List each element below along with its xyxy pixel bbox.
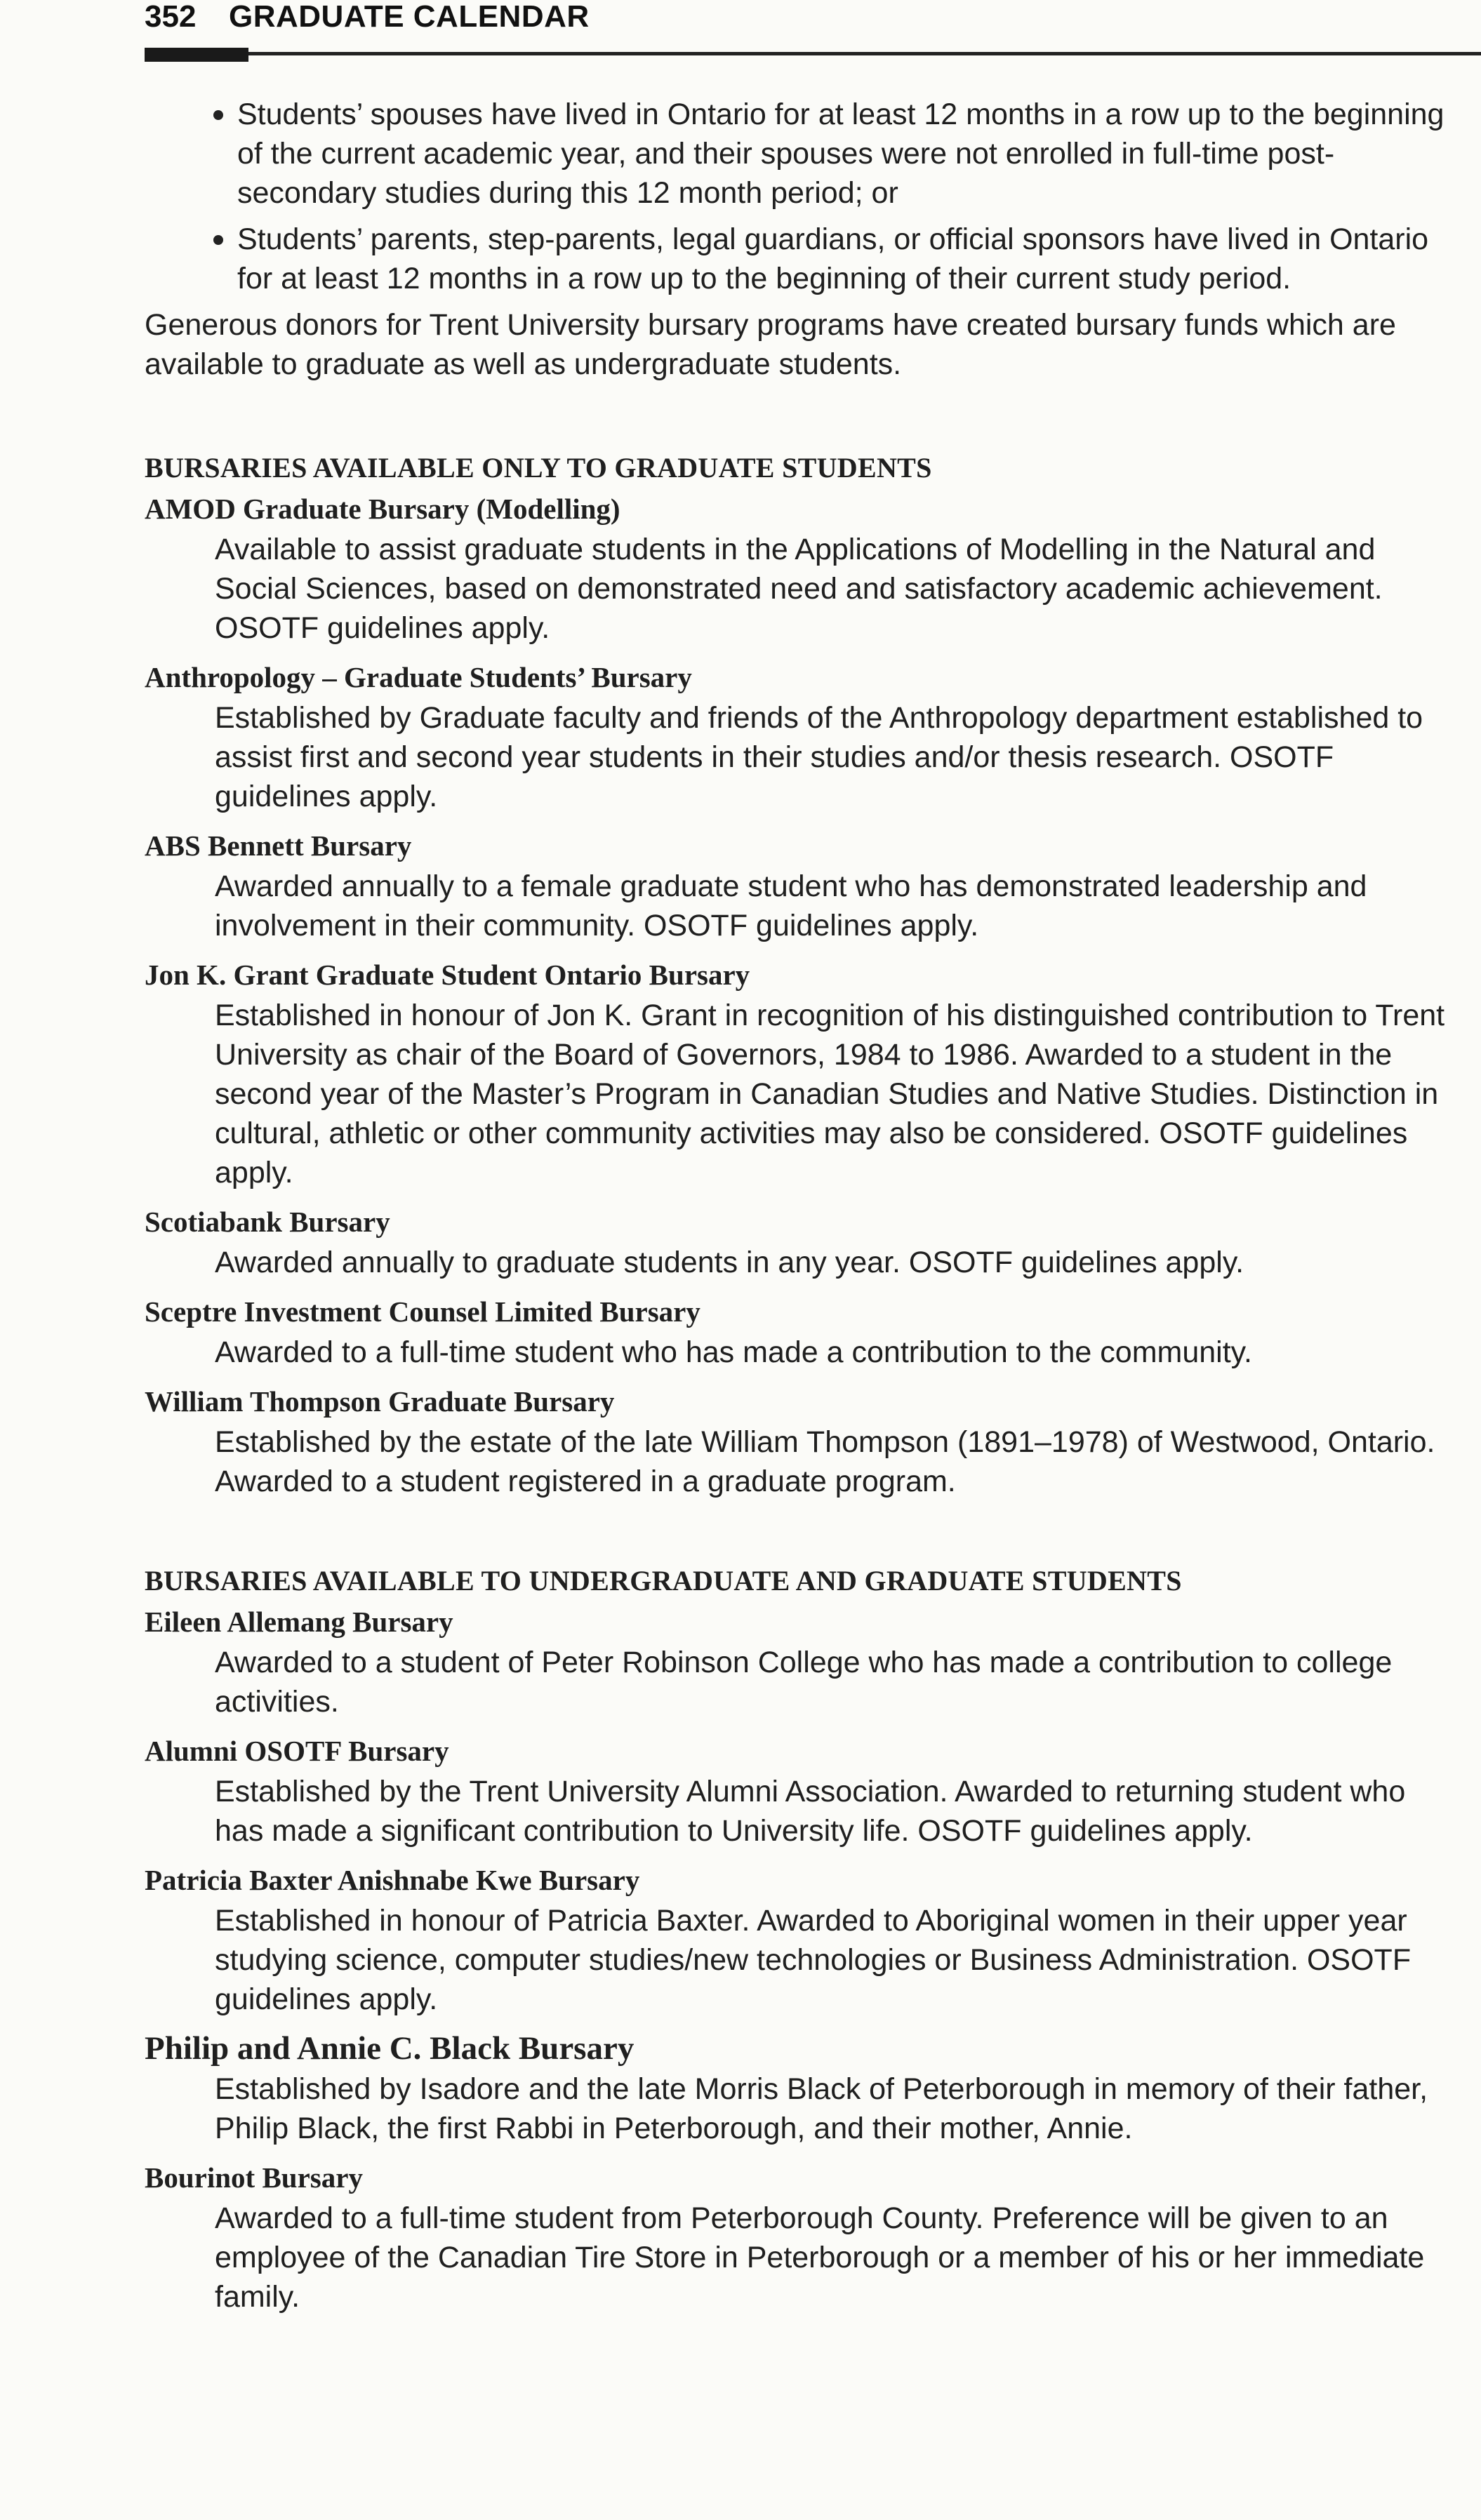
bursary-title: Anthropology – Graduate Students’ Bursary	[145, 661, 692, 693]
bursary-title: Bourinot Bursary	[145, 2161, 363, 2194]
bursary-entry	[145, 1860, 1450, 2019]
bullet-text: Students’ spouses have lived in Ontario for at least 12 months in a row up to the beginning of the current academic year, and their spouses were not enrolled in full-time post-secondary studies during this 12 month period; or	[237, 98, 1445, 210]
bursary-title: William Thompson Graduate Bursary	[145, 1385, 615, 1418]
bursary-entry	[145, 1602, 1450, 1721]
running-title: GRADUATE CALENDAR	[229, 0, 590, 34]
section-heading-undergraduate-and-graduate: BURSARIES AVAILABLE TO UNDERGRADUATE AND GRADUATE STUDENTS	[145, 1565, 1182, 1596]
bursary-entry	[145, 955, 1450, 1192]
bursary-description: Awarded to a full-time student who has made a contribution to the community.	[215, 1335, 1252, 1369]
bursary-description: Awarded to a student of Peter Robinson College who has made a contribution to college activities.	[215, 1646, 1393, 1719]
list-item	[208, 95, 1450, 213]
page-number: 352	[145, 0, 197, 34]
header-rule-thin	[248, 52, 1481, 55]
bullet-dot-icon	[213, 110, 223, 120]
section-heading-graduate-only: BURSARIES AVAILABLE ONLY TO GRADUATE STUDENTS	[145, 452, 932, 484]
bursary-title: Jon K. Grant Graduate Student Ontario Bursary	[145, 959, 750, 991]
eligibility-bullet-list	[145, 95, 1450, 298]
bursary-title: Alumni OSOTF Bursary	[145, 1735, 449, 1767]
bursary-entry	[145, 1202, 1450, 1282]
bursary-entry	[145, 489, 1450, 648]
bursary-title: Scotiabank Bursary	[145, 1206, 390, 1238]
page-content	[145, 95, 1450, 2316]
bursary-entry	[145, 826, 1450, 945]
bursary-title: Sceptre Investment Counsel Limited Bursary	[145, 1295, 700, 1328]
bursary-entry	[145, 1731, 1450, 1851]
bursary-description: Established by Isadore and the late Morris Black of Peterborough in memory of their father, Philip Black, the first Rabbi in Peterborough, and their mother, Annie.	[215, 2072, 1428, 2145]
bursary-entry	[145, 2029, 1450, 2148]
bursary-description: Established by the Trent University Alumni Association. Awarded to returning student who has made a significant contribution to University life. OSOTF guidelines apply.	[215, 1775, 1406, 1848]
intro-paragraph: Generous donors for Trent University bursary programs have created bursary funds which are available to graduate as well as undergraduate students.	[145, 308, 1396, 381]
bursary-description: Awarded to a full-time student from Peterborough County. Preference will be given to an employee of the Canadian Tire Store in Peterborough or a member of his or her immediate family.	[215, 2201, 1425, 2314]
bursary-description: Established by Graduate faculty and friends of the Anthropology department established to assist first and second year students in their studies and/or thesis research. OSOTF guidelines apply.	[215, 701, 1423, 813]
bullet-dot-icon	[213, 235, 223, 245]
bursary-description: Awarded annually to graduate students in any year. OSOTF guidelines apply.	[215, 1246, 1244, 1279]
bursary-description: Established by the estate of the late William Thompson (1891–1978) of Westwood, Ontario. Awarded to a student registered in a graduate program.	[215, 1425, 1435, 1498]
bursary-title: Patricia Baxter Anishnabe Kwe Bursary	[145, 1864, 640, 1896]
list-item	[208, 220, 1450, 298]
page-header	[145, 0, 1453, 63]
bursary-entry	[145, 1382, 1450, 1501]
bursary-title: Philip and Annie C. Black Bursary	[145, 2030, 635, 2067]
bursary-title: ABS Bennett Bursary	[145, 829, 412, 862]
bursary-title: AMOD Graduate Bursary (Modelling)	[145, 493, 620, 525]
bursary-description: Established in honour of Patricia Baxter. Awarded to Aboriginal women in their upper year studying science, computer studies/new technologies or Business Administration. OSOTF guidelines apply.	[215, 1904, 1412, 2016]
header-rule-thick	[145, 48, 248, 62]
bursary-entry	[145, 2158, 1450, 2316]
bursary-description: Awarded annually to a female graduate student who has demonstrated leadership and involvement in their community. OSOTF guidelines apply.	[215, 869, 1367, 942]
bullet-text: Students’ parents, step-parents, legal guardians, or official sponsors have lived in Ontario for at least 12 months in a row up to the beginning of their current study period.	[237, 222, 1429, 295]
bursary-description: Available to assist graduate students in the Applications of Modelling in the Natural and Social Sciences, based on demonstrated need and satisfactory academic achievement. OSOTF guidelines apply.	[215, 533, 1383, 645]
bursary-entry	[145, 1292, 1450, 1372]
bursary-entry	[145, 658, 1450, 816]
bursary-description: Established in honour of Jon K. Grant in recognition of his distinguished contribution to Trent University as chair of the Board of Governors, 1984 to 1986. Awarded to a student in the second year of the Master’s Program in Canadian Studies and Native Studies. Distinction in cultural, athletic or other community activities may also be considered. OSOTF guidelines apply.	[215, 999, 1445, 1189]
bursary-title: Eileen Allemang Bursary	[145, 1606, 453, 1638]
